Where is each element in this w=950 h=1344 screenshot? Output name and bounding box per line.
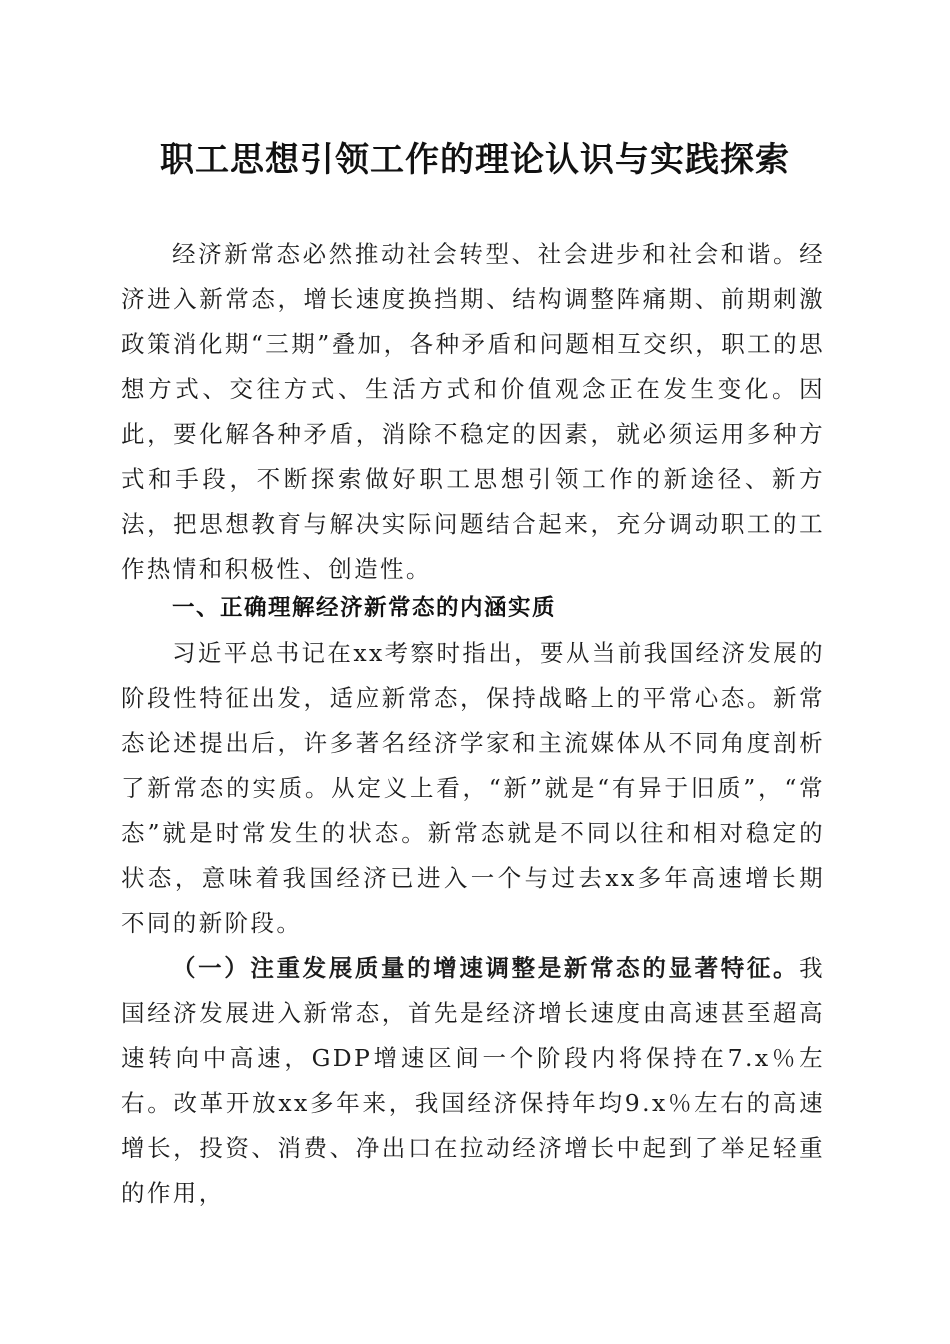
paragraph-intro: 经济新常态必然推动社会转型、社会进步和社会和谐。经济进入新常态，增长速度换挡期、结构调整阵痛期、前期刺激政策消化期“三期”叠加，各种矛盾和问题相互交织，职工的思想方式、交往方式、生活方式和价值观念正在发生变化。因此，要化解各种矛盾，消除不稳定的因素，就必须运用多种方式和手段，不断探索做好职工思想引领工作的新途径、新方法，把思想教育与解决实际问题结合起来，充分调动职工的工作热情和积极性、创造性。 [121, 240, 825, 583]
section-heading-1: 一、正确理解经济新常态的内涵实质 [172, 595, 557, 621]
paragraph-new-normal-definition: 习近平总书记在xx考察时指出，要从当前我国经济发展的阶段性特征出发，适应新常态，保持战略上的平常心态。新常态论述提出后，许多著名经济学家和主流媒体从不同角度剖析了新常态的实质。从定义上看，“新”就是“有异于旧质”，“常态”就是时常发生的状态。新常态就是不同以往和相对稳定的状态，意味着我国经济已进入一个与过去xx多年高速增长期不同的新阶段。 [121, 639, 825, 937]
paragraph-growth-adjustment [121, 946, 825, 1216]
subsection-heading-1: （一）注重发展质量的增速调整是新常态的显著特征。 [172, 954, 800, 982]
document-title: 职工思想引领工作的理论认识与实践探索 [160, 140, 790, 180]
subsection-1-body: 我国经济发展进入新常态，首先是经济增长速度由高速甚至超高速转向中高速，GDP增速区间一个阶段内将保持在7.x％左右。改革开放xx多年来，我国经济保持年均9.x％左右的高速增长，投资、消费、净出口在拉动经济增长中起到了举足轻重的作用， [121, 954, 825, 1207]
